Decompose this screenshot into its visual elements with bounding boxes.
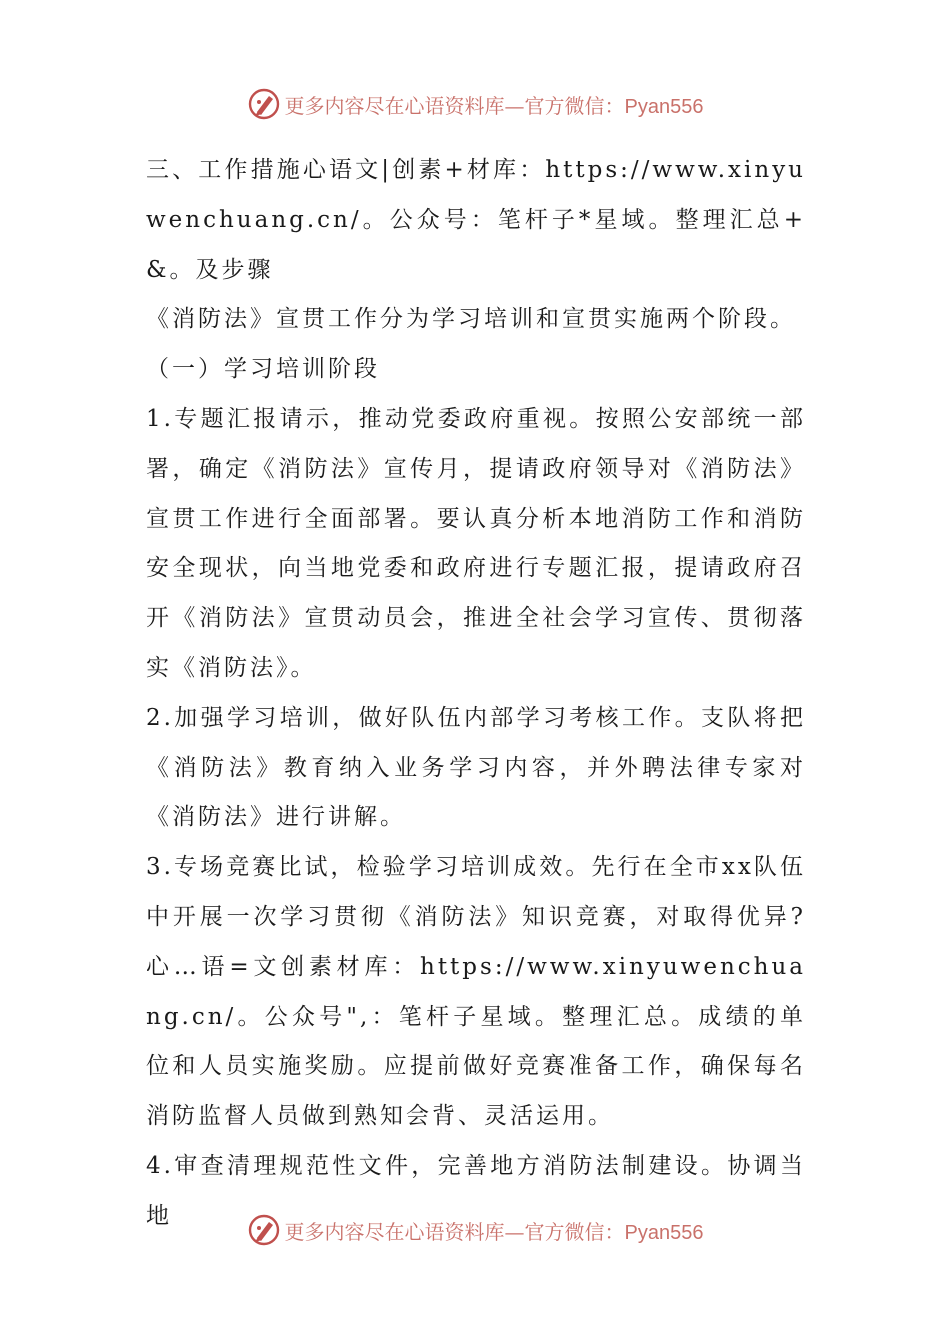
banner-wechat-id: Pyan556 xyxy=(624,1221,704,1244)
header-banner xyxy=(0,84,950,124)
list-item-3: 3.专场竞赛比试，检验学习培训成效。先行在全市xx队伍中开展一次学习贯彻《消防法》知识竞赛，对取得优异?心…语=文创素材库：https://www.xinyuwenchuang.cn/。公众号",：笔杆子星域。整理汇总。成绩的单位和人员实施奖励。应提前做好竞赛准备工作，确保每名消防监督人员做到熟知会背、灵活运用。 xyxy=(146,854,806,1130)
list-item-2: 2.加强学习培训，做好队伍内部学习考核工作。支队将把《消防法》教育纳入业务学习内容，并外聘法律专家对《消防法》进行讲解。 xyxy=(146,704,806,831)
banner-text xyxy=(285,90,704,119)
banner-label: 更多内容尽在心语资料库—官方微信： xyxy=(284,1219,625,1244)
list-item-4: 4.审查清理规范性文件，完善地方消防法制建设。协调当地 xyxy=(146,1152,806,1229)
intro-paragraph: 《消防法》宣贯工作分为学习培训和宣贯实施两个阶段。 xyxy=(146,306,796,333)
subsection-heading: （一）学习培训阶段 xyxy=(146,356,380,383)
list-item-1: 1.专题汇报请示，推动党委政府重视。按照公安部统一部署，确定《消防法》宣传月，提请政府领导对《消防法》宣贯工作进行全面部署。要认真分析本地消防工作和消防安全现状，向当地党委和政府进行专题汇报，提请政府召开《消防法》宣贯动员会，推进全社会学习宣传、贯彻落实《消防法》。 xyxy=(146,405,806,681)
footer-banner xyxy=(0,1210,950,1250)
pen-nib-logo-icon xyxy=(247,1213,281,1247)
banner-wechat-id: Pyan556 xyxy=(624,95,704,118)
section-heading: 三、工作措施心语文|创素+材库：https://www.xinyuwenchuang.cn/。公众号：笔杆子*星域。整理汇总+&。及步骤 xyxy=(146,157,806,283)
banner-label: 更多内容尽在心语资料库—官方微信： xyxy=(284,93,625,118)
banner-text xyxy=(285,1216,704,1245)
pen-nib-logo-icon xyxy=(247,87,281,121)
document-body xyxy=(146,146,806,1242)
